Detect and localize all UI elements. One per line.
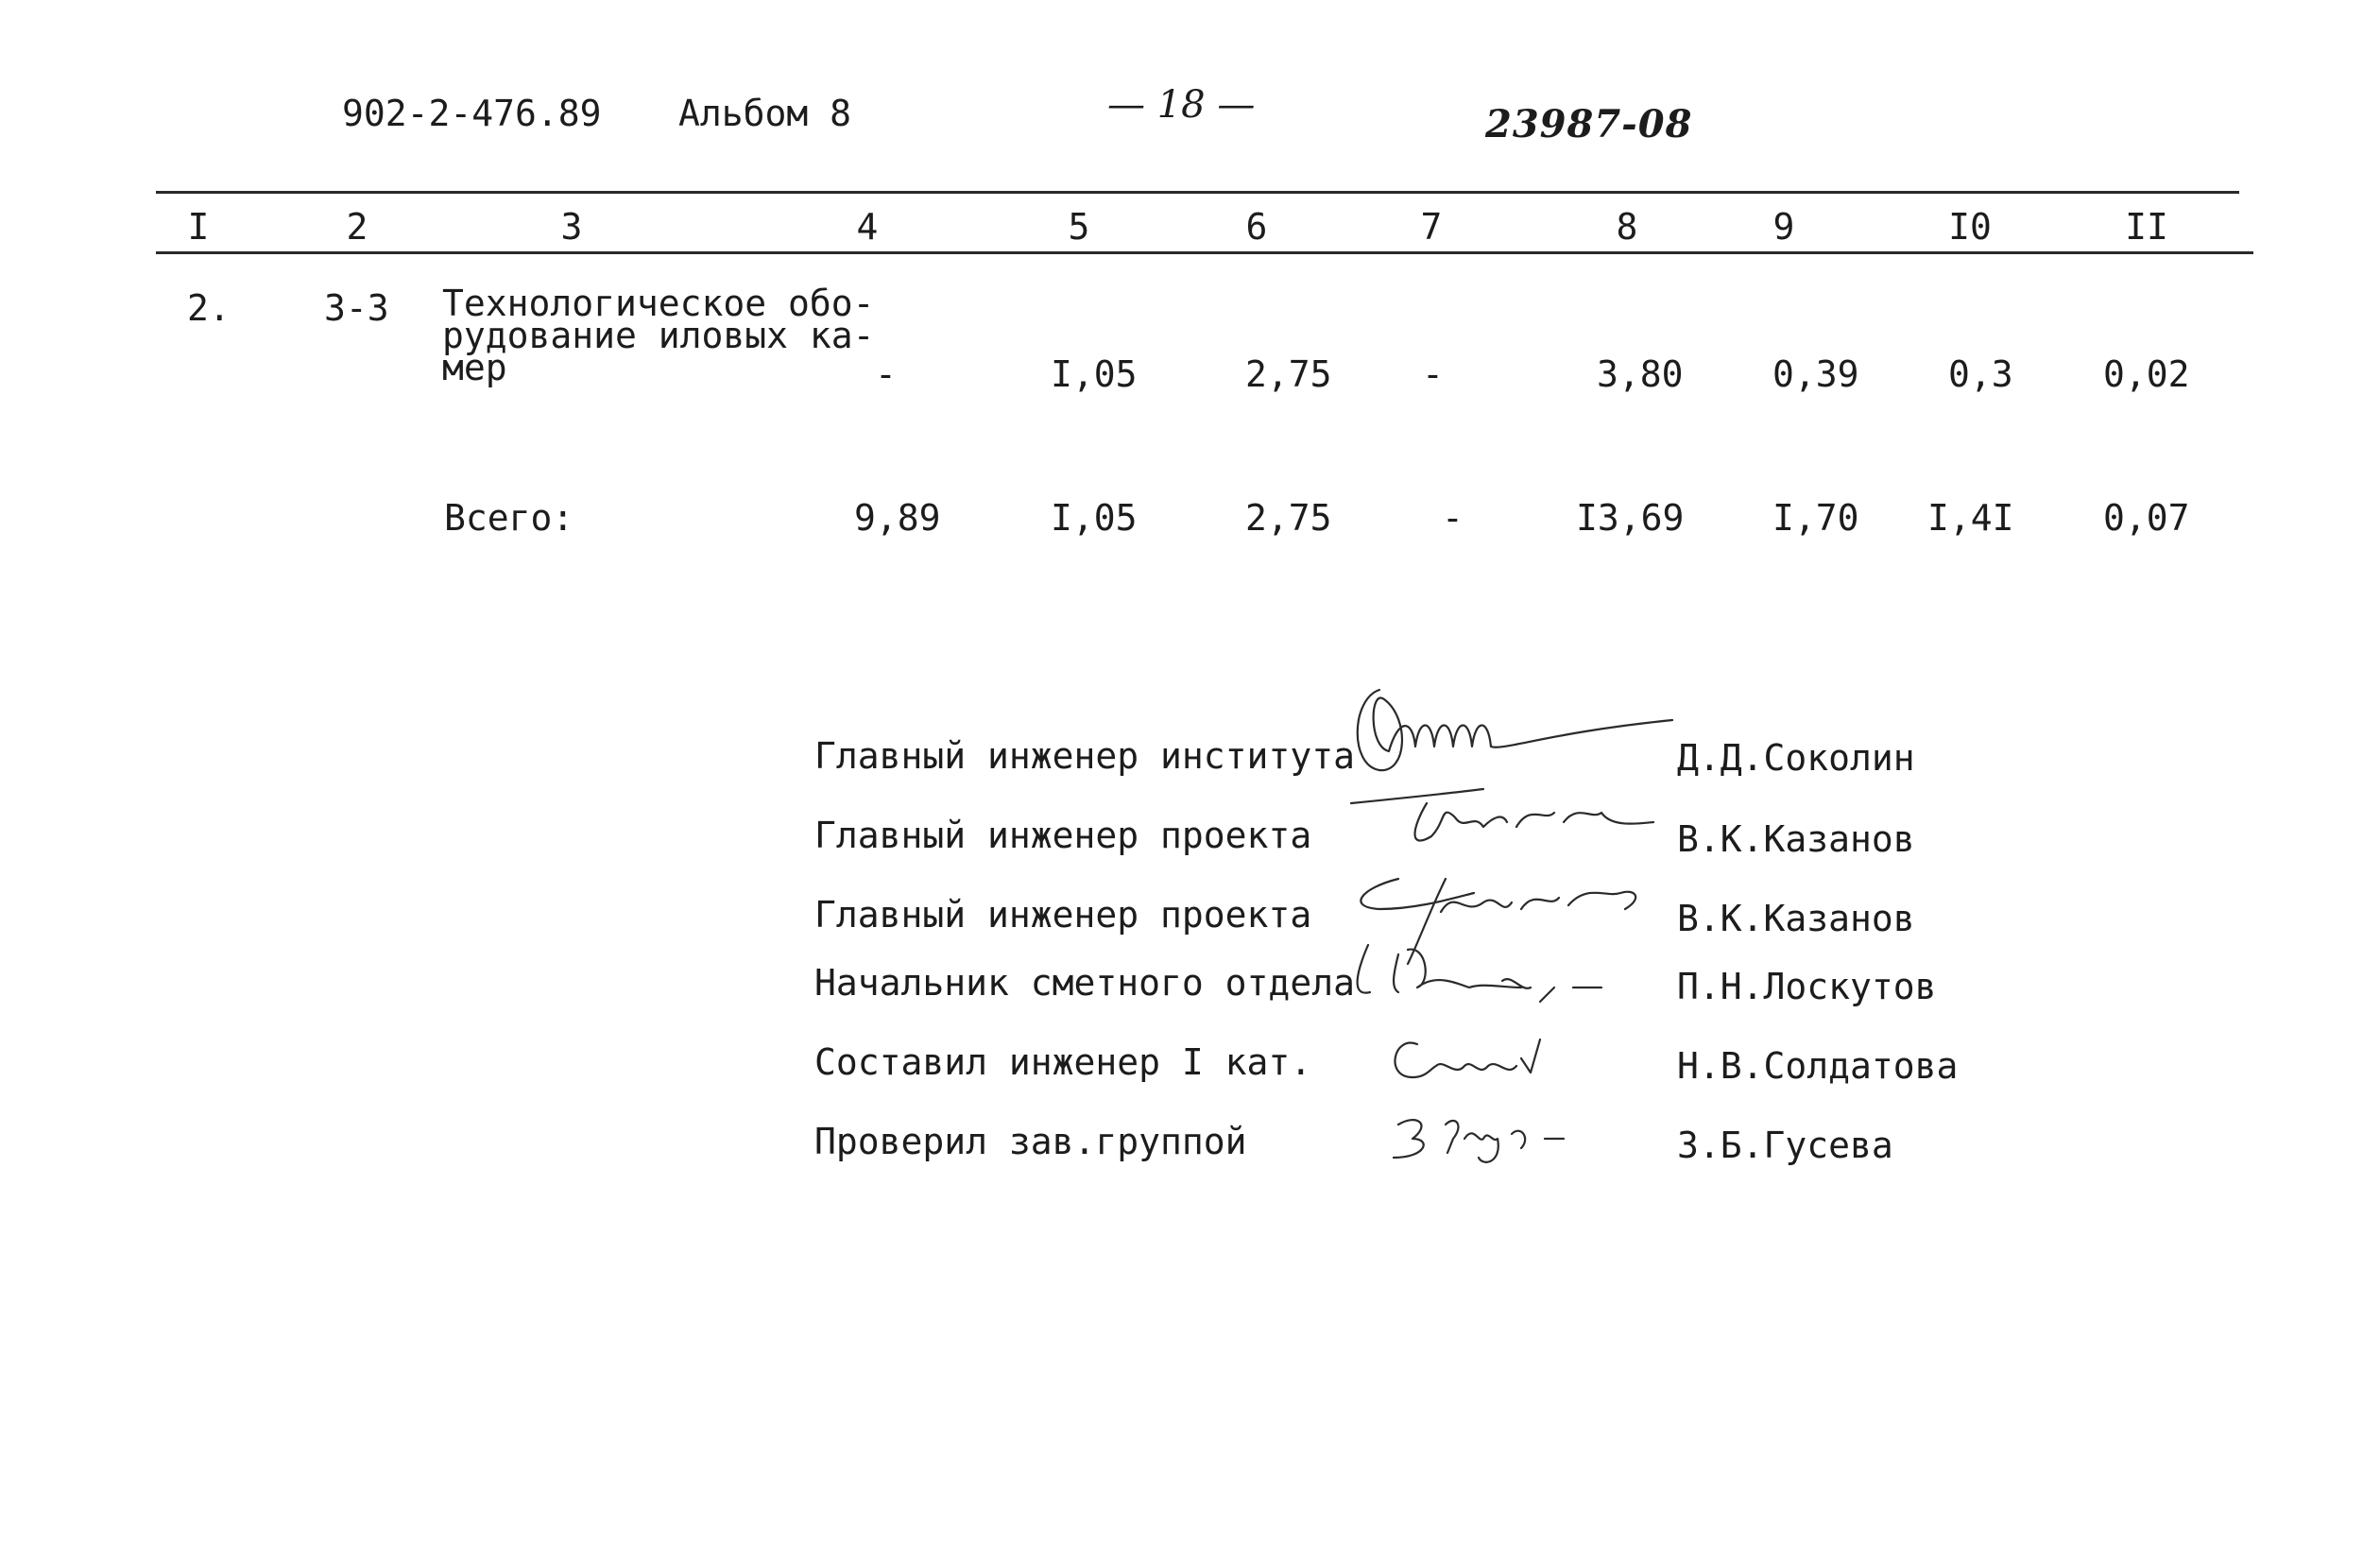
col-num-9: 9 (1772, 206, 1795, 248)
signature-mark-2 (1351, 789, 1653, 841)
table-top-rule (156, 191, 2239, 194)
page-number: — 18 — (1107, 83, 1256, 127)
total-c8: I3,69 (1576, 497, 1685, 539)
row-num: 2. (187, 287, 231, 329)
signature-name-5: Н.В.Солдатова (1677, 1045, 1959, 1087)
col-num-1: I (187, 206, 210, 248)
row-description-line-1: Технологическое обо- (442, 283, 875, 324)
col-num-10: I0 (1948, 206, 1992, 248)
col-num-5: 5 (1068, 206, 1090, 248)
handwritten-signatures (1342, 661, 1701, 1191)
signature-title-5: Составил инженер I кат. (814, 1041, 1312, 1083)
row-ref: 3-3 (324, 287, 389, 329)
row-description-line-2: рудование иловых ка- (442, 315, 875, 356)
col-num-7: 7 (1420, 206, 1443, 248)
row-c7: - (1422, 353, 1444, 395)
signature-title-1: Главный инженер института (814, 735, 1355, 777)
total-c4: 9,89 (854, 497, 941, 539)
signature-mark-4 (1358, 945, 1601, 1002)
signature-name-1: Д.Д.Соколин (1677, 737, 1915, 779)
signature-mark-5 (1395, 1039, 1540, 1077)
total-c9: I,70 (1772, 497, 1859, 539)
signature-mark-3 (1361, 879, 1635, 964)
total-c11: 0,07 (2103, 497, 2190, 539)
row-c10: 0,3 (1948, 353, 2013, 395)
signature-name-2: В.К.Казанов (1677, 818, 1915, 860)
total-c5: I,05 (1051, 497, 1138, 539)
table-header-rule (156, 251, 2253, 254)
row-c6: 2,75 (1245, 353, 1332, 395)
row-c11: 0,02 (2103, 353, 2190, 395)
signature-mark-6 (1394, 1120, 1564, 1162)
row-description-line-3: мер (442, 347, 507, 388)
row-c9: 0,39 (1772, 353, 1859, 395)
row-c4: - (875, 353, 897, 395)
total-c6: 2,75 (1245, 497, 1332, 539)
row-c8: 3,80 (1597, 353, 1684, 395)
col-num-4: 4 (856, 206, 879, 248)
signature-mark-1 (1358, 690, 1672, 770)
signature-name-6: З.Б.Гусева (1677, 1125, 1893, 1166)
signature-title-2: Главный инженер проекта (814, 815, 1312, 856)
row-c5: I,05 (1051, 353, 1138, 395)
total-c7: - (1442, 497, 1464, 539)
doc-code: 902-2-476.89 (342, 93, 602, 134)
signature-title-3: Главный инженер проекта (814, 894, 1312, 936)
row-description (442, 283, 875, 388)
stamp-number: 23987-08 (1485, 102, 1693, 146)
signature-name-3: В.К.Казанов (1677, 898, 1915, 939)
total-c10: I,4I (1927, 497, 2014, 539)
col-num-11: II (2125, 206, 2168, 248)
col-num-3: 3 (560, 206, 583, 248)
col-num-8: 8 (1616, 206, 1638, 248)
signature-name-4: П.Н.Лоскутов (1677, 966, 1937, 1007)
col-num-2: 2 (346, 206, 368, 248)
col-num-6: 6 (1245, 206, 1268, 248)
album-label: Альбом 8 (678, 93, 852, 134)
signature-title-4: Начальник сметного отдела (814, 962, 1355, 1004)
signature-title-6: Проверил зав.группой (814, 1121, 1247, 1162)
total-label: Всего: (444, 497, 574, 539)
